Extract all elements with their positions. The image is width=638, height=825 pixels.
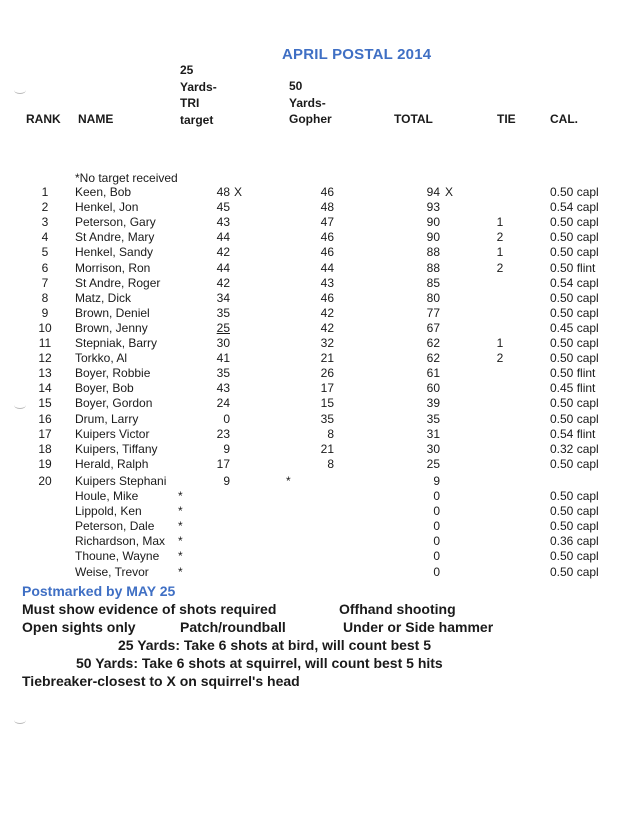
rank-cell: 19 xyxy=(38,456,52,471)
header-rank: RANK xyxy=(26,112,61,126)
rank-cell: 15 xyxy=(38,396,52,411)
table-row xyxy=(0,504,638,519)
caliber-cell: 0.50 capl xyxy=(550,336,599,350)
table-row xyxy=(0,396,638,411)
sights-rule: Open sights only xyxy=(22,619,136,635)
total-cell: 80 xyxy=(426,290,440,305)
x-mark-total: X xyxy=(445,185,454,199)
name-cell: Houle, Mike xyxy=(75,489,139,503)
caliber-cell: 0.50 capl xyxy=(550,215,599,230)
score-50-cell: 42 xyxy=(320,320,334,335)
score-50-cell: 17 xyxy=(320,381,334,396)
caliber-cell: 0.50 capl xyxy=(550,396,599,411)
header-name: NAME xyxy=(78,112,114,126)
total-cell: 30 xyxy=(426,441,440,456)
total-cell: 35 xyxy=(426,411,440,426)
score-50-cell: 8 xyxy=(327,456,334,471)
table-row xyxy=(0,427,638,442)
hammer-rule: Under or Side hammer xyxy=(343,619,494,635)
score-25-cell: 35 xyxy=(216,366,230,381)
caliber-cell: 0.50 capl xyxy=(550,456,599,471)
total-cell: 0 xyxy=(433,564,440,579)
caliber-cell: 0.50 capl xyxy=(550,504,599,519)
header-25-yards: 25 Yards- TRI target xyxy=(180,63,217,127)
name-cell: Matz, Dick xyxy=(75,290,132,305)
no-target-note: *No target received xyxy=(75,171,178,185)
table-row xyxy=(0,336,638,351)
caliber-cell: 0.54 capl xyxy=(550,275,599,290)
total-cell: 60 xyxy=(426,381,440,396)
score-50-cell: 8 xyxy=(327,426,334,441)
score-25-cell: 44 xyxy=(216,260,230,275)
page-title: APRIL POSTAL 2014 xyxy=(282,46,432,63)
total-cell: 0 xyxy=(433,504,440,519)
score-25-cell: 24 xyxy=(216,396,230,411)
table-row xyxy=(0,534,638,549)
table-row xyxy=(0,306,638,321)
table-row xyxy=(0,215,638,230)
total-cell: 0 xyxy=(433,534,440,549)
table-row xyxy=(0,276,638,291)
total-cell: 61 xyxy=(426,366,440,381)
rank-cell: 2 xyxy=(41,200,49,215)
tie-cell: 1 xyxy=(496,336,504,350)
header-total: TOTAL xyxy=(394,112,433,126)
name-cell: Boyer, Gordon xyxy=(75,396,153,411)
total-cell: 62 xyxy=(426,336,440,350)
name-cell: Drum, Larry xyxy=(75,411,139,426)
caliber-cell: 0.50 capl xyxy=(550,305,599,320)
caliber-cell: 0.50 capl xyxy=(550,290,599,305)
caliber-cell: 0.50 capl xyxy=(550,489,599,503)
no-target-mark: * xyxy=(178,534,183,549)
postmark-deadline: Postmarked by MAY 25 xyxy=(22,583,176,599)
total-cell: 0 xyxy=(433,519,440,534)
caliber-cell: 0.36 capl xyxy=(550,534,599,549)
score-50-cell: 26 xyxy=(320,366,334,381)
table-row xyxy=(0,474,638,489)
score-25-cell: 48 xyxy=(216,185,230,199)
rank-cell: 10 xyxy=(38,320,52,335)
rank-cell: 9 xyxy=(41,305,49,320)
score-25-cell: 42 xyxy=(216,245,230,260)
total-cell: 94 xyxy=(426,185,440,199)
rank-cell: 12 xyxy=(38,351,52,366)
name-cell: St Andre, Mary xyxy=(75,230,155,245)
total-cell: 93 xyxy=(426,200,440,215)
punch-hole-mark xyxy=(14,716,26,724)
table-row xyxy=(0,230,638,245)
score-50-cell: 46 xyxy=(320,245,334,260)
rank-cell: 3 xyxy=(41,215,49,230)
x-mark-25: X xyxy=(234,185,243,199)
name-cell: Morrison, Ron xyxy=(75,260,151,275)
table-row xyxy=(0,549,638,564)
name-cell: Peterson, Gary xyxy=(75,215,156,230)
total-cell: 0 xyxy=(433,549,440,564)
name-cell: Stepniak, Barry xyxy=(75,336,158,350)
caliber-cell: 0.50 capl xyxy=(550,564,599,579)
score-50-cell: 46 xyxy=(320,290,334,305)
total-cell: 77 xyxy=(426,305,440,320)
caliber-cell: 0.50 capl xyxy=(550,351,599,366)
tie-cell: 1 xyxy=(496,215,504,230)
rank-cell: 5 xyxy=(41,245,49,260)
score-25-cell: 30 xyxy=(216,336,230,350)
table-row xyxy=(0,351,638,366)
rank-cell: 4 xyxy=(41,230,49,245)
no-target-mark-50: * xyxy=(286,473,291,488)
caliber-cell: 0.50 capl xyxy=(550,411,599,426)
name-cell: Peterson, Dale xyxy=(75,519,155,534)
total-cell: 67 xyxy=(426,320,440,335)
caliber-cell: 0.50 flint xyxy=(550,260,596,275)
tie-cell: 2 xyxy=(496,260,504,275)
total-cell: 62 xyxy=(426,351,440,366)
rank-cell: 8 xyxy=(41,290,49,305)
score-50-cell: 15 xyxy=(320,396,334,411)
table-row xyxy=(0,457,638,472)
caliber-cell: 0.45 capl xyxy=(550,320,599,335)
table-row xyxy=(0,321,638,336)
total-cell: 90 xyxy=(426,215,440,230)
score-25-cell: 0 xyxy=(223,411,230,426)
total-cell: 85 xyxy=(426,275,440,290)
name-cell: Henkel, Jon xyxy=(75,200,139,215)
name-cell: Boyer, Robbie xyxy=(75,366,151,381)
punch-hole-mark xyxy=(14,86,26,94)
score-50-cell: 35 xyxy=(320,411,334,426)
total-cell: 31 xyxy=(426,426,440,441)
score-25-cell: 42 xyxy=(216,275,230,290)
no-target-mark: * xyxy=(178,519,183,534)
score-25-cell: 9 xyxy=(223,441,230,456)
table-row xyxy=(0,442,638,457)
score-50-cell: 21 xyxy=(320,441,334,456)
score-25-cell: 41 xyxy=(216,351,230,366)
rank-cell: 1 xyxy=(41,185,49,199)
table-row xyxy=(0,185,638,200)
rank-cell: 16 xyxy=(38,411,52,426)
name-cell: Thoune, Wayne xyxy=(75,549,160,564)
caliber-cell: 0.50 flint xyxy=(550,366,596,381)
rank-cell: 7 xyxy=(41,275,49,290)
table-row xyxy=(0,261,638,276)
caliber-cell: 0.50 capl xyxy=(550,245,599,260)
name-cell: Kuipers Stephani xyxy=(75,473,167,488)
total-cell: 88 xyxy=(426,245,440,260)
name-cell: Lippold, Ken xyxy=(75,504,142,519)
table-row xyxy=(0,489,638,504)
name-cell: Keen, Bob xyxy=(75,185,132,199)
caliber-cell: 0.50 capl xyxy=(550,185,599,199)
no-target-mark: * xyxy=(178,504,183,519)
score-25-cell: 25 xyxy=(216,320,230,335)
tie-cell: 2 xyxy=(496,351,504,366)
caliber-cell: 0.45 flint xyxy=(550,381,596,396)
header-tie: TIE xyxy=(497,112,516,126)
name-cell: Torkko, Al xyxy=(75,351,128,366)
score-50-cell: 44 xyxy=(320,260,334,275)
total-cell: 90 xyxy=(426,230,440,245)
name-cell: Kuipers Victor xyxy=(75,426,150,441)
tie-cell: 1 xyxy=(496,245,504,260)
header-caliber: CAL. xyxy=(550,112,578,126)
name-cell: Brown, Jenny xyxy=(75,320,148,335)
rank-cell: 6 xyxy=(41,260,49,275)
no-target-mark: * xyxy=(178,549,183,564)
name-cell: Richardson, Max xyxy=(75,534,166,549)
name-cell: St Andre, Roger xyxy=(75,275,161,290)
score-50-cell: 46 xyxy=(320,185,334,199)
score-25-cell: 17 xyxy=(216,456,230,471)
rank-cell: 18 xyxy=(38,441,52,456)
rule-50-yards: 50 Yards: Take 6 shots at squirrel, will count best 5 hits xyxy=(76,655,443,671)
caliber-cell: 0.54 capl xyxy=(550,200,599,215)
total-cell: 9 xyxy=(433,473,440,488)
evidence-rule: Must show evidence of shots required xyxy=(22,601,277,617)
no-target-mark: * xyxy=(178,489,183,503)
rule-25-yards: 25 Yards: Take 6 shots at bird, will count best 5 xyxy=(118,637,432,653)
table-row xyxy=(0,245,638,260)
score-50-cell: 47 xyxy=(320,215,334,230)
caliber-cell: 0.50 capl xyxy=(550,230,599,245)
offhand-rule: Offhand shooting xyxy=(339,601,456,617)
score-25-cell: 43 xyxy=(216,215,230,230)
rank-cell: 11 xyxy=(38,336,52,350)
total-cell: 0 xyxy=(433,489,440,503)
total-cell: 88 xyxy=(426,260,440,275)
rank-cell: 20 xyxy=(38,473,52,488)
name-cell: Kuipers, Tiffany xyxy=(75,441,158,456)
no-target-mark: * xyxy=(178,564,183,579)
table-row xyxy=(0,381,638,396)
score-25-cell: 43 xyxy=(216,381,230,396)
tie-cell: 2 xyxy=(496,230,504,245)
score-25-cell: 35 xyxy=(216,305,230,320)
name-cell: Herald, Ralph xyxy=(75,456,149,471)
score-50-cell: 48 xyxy=(320,200,334,215)
rank-cell: 14 xyxy=(38,381,52,396)
score-25-cell: 34 xyxy=(216,290,230,305)
total-cell: 25 xyxy=(426,456,440,471)
name-cell: Weise, Trevor xyxy=(75,564,149,579)
score-50-cell: 43 xyxy=(320,275,334,290)
caliber-cell: 0.50 capl xyxy=(550,549,599,564)
score-25-cell: 23 xyxy=(216,426,230,441)
table-row xyxy=(0,412,638,427)
name-cell: Boyer, Bob xyxy=(75,381,134,396)
caliber-cell: 0.54 flint xyxy=(550,426,596,441)
score-25-cell: 9 xyxy=(223,473,230,488)
table-row xyxy=(0,366,638,381)
table-row xyxy=(0,519,638,534)
total-cell: 39 xyxy=(426,396,440,411)
caliber-cell: 0.32 capl xyxy=(550,441,599,456)
table-row xyxy=(0,200,638,215)
name-cell: Brown, Deniel xyxy=(75,305,150,320)
caliber-cell: 0.50 capl xyxy=(550,519,599,534)
score-25-cell: 44 xyxy=(216,230,230,245)
tiebreaker-rule: Tiebreaker-closest to X on squirrel's head xyxy=(22,673,300,689)
header-50-yards: 50 Yards- Gopher xyxy=(289,79,332,126)
score-50-cell: 32 xyxy=(320,336,334,350)
table-row xyxy=(0,565,638,580)
rank-cell: 13 xyxy=(38,366,52,381)
patch-rule: Patch/roundball xyxy=(180,619,286,635)
score-50-cell: 21 xyxy=(320,351,334,366)
score-50-cell: 46 xyxy=(320,230,334,245)
name-cell: Henkel, Sandy xyxy=(75,245,154,260)
score-50-cell: 42 xyxy=(320,305,334,320)
score-25-cell: 45 xyxy=(216,200,230,215)
table-row xyxy=(0,291,638,306)
rank-cell: 17 xyxy=(38,426,52,441)
